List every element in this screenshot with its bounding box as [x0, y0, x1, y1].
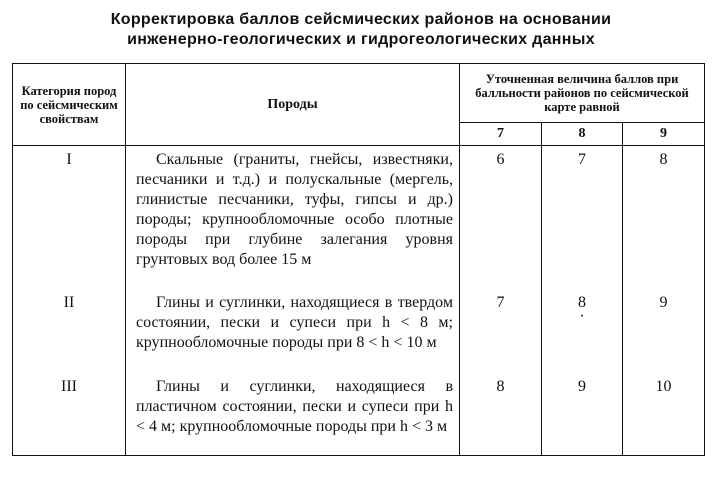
print-speck: ·: [579, 307, 585, 325]
row-value-grade-7: 7: [460, 289, 542, 373]
row-value-grade-9: 8: [623, 146, 705, 289]
row-category: I: [13, 146, 126, 289]
title-line-1: Корректировка баллов сейсмических районов на основании: [110, 11, 612, 28]
row-value-grade-7: 6: [460, 146, 542, 289]
row-category: II: [13, 289, 126, 373]
table-row: [13, 373, 705, 456]
header-grade-7: 7: [460, 123, 542, 146]
row-value-grade-7: 8: [460, 373, 542, 456]
row-value-grade-8: 7: [542, 146, 623, 289]
row-rocks: Глины и суглинки, находящиеся в пластичном состоянии, пески и супеси при h < 4 м; крупнообломочные породы при h < 3 м: [126, 373, 460, 456]
row-value-grade-9: 10: [623, 373, 705, 456]
row-value-grade-8: 9: [542, 373, 623, 456]
header-adjusted-grades: Уточненная величина баллов при балльности районов по сейсмической карте равной: [460, 64, 705, 123]
row-value-text: 8: [578, 293, 586, 311]
row-rocks: Глины и суглинки, находящиеся в твердом состоянии, пески и супеси при h < 8 м; крупнообломочные породы при 8 < h < 10 м: [126, 289, 460, 373]
row-category: III: [13, 373, 126, 456]
header-rocks: Породы: [126, 64, 460, 146]
header-category: Категория пород по сейсмическим свойствам: [13, 64, 126, 146]
table-row: [13, 289, 705, 373]
row-value-grade-9: 9: [623, 289, 705, 373]
seismic-correction-table: [12, 63, 705, 456]
title-line-2: инженерно-геологических и гидрогеологических данных: [127, 31, 595, 48]
header-grade-8: 8: [542, 123, 623, 146]
row-value-grade-8: [542, 289, 623, 373]
table-row: [13, 146, 705, 289]
row-rocks: Скальные (граниты, гнейсы, известняки, песчаники и т.д.) и полускальные (мергель, глинистые песчаники, туфы, гипсы и др.) породы; крупнообломочные особо плотные породы при глубине залегания уровня грунтовых вод более 15 м: [126, 146, 460, 289]
page-title: [0, 10, 722, 50]
header-grade-9: 9: [623, 123, 705, 146]
